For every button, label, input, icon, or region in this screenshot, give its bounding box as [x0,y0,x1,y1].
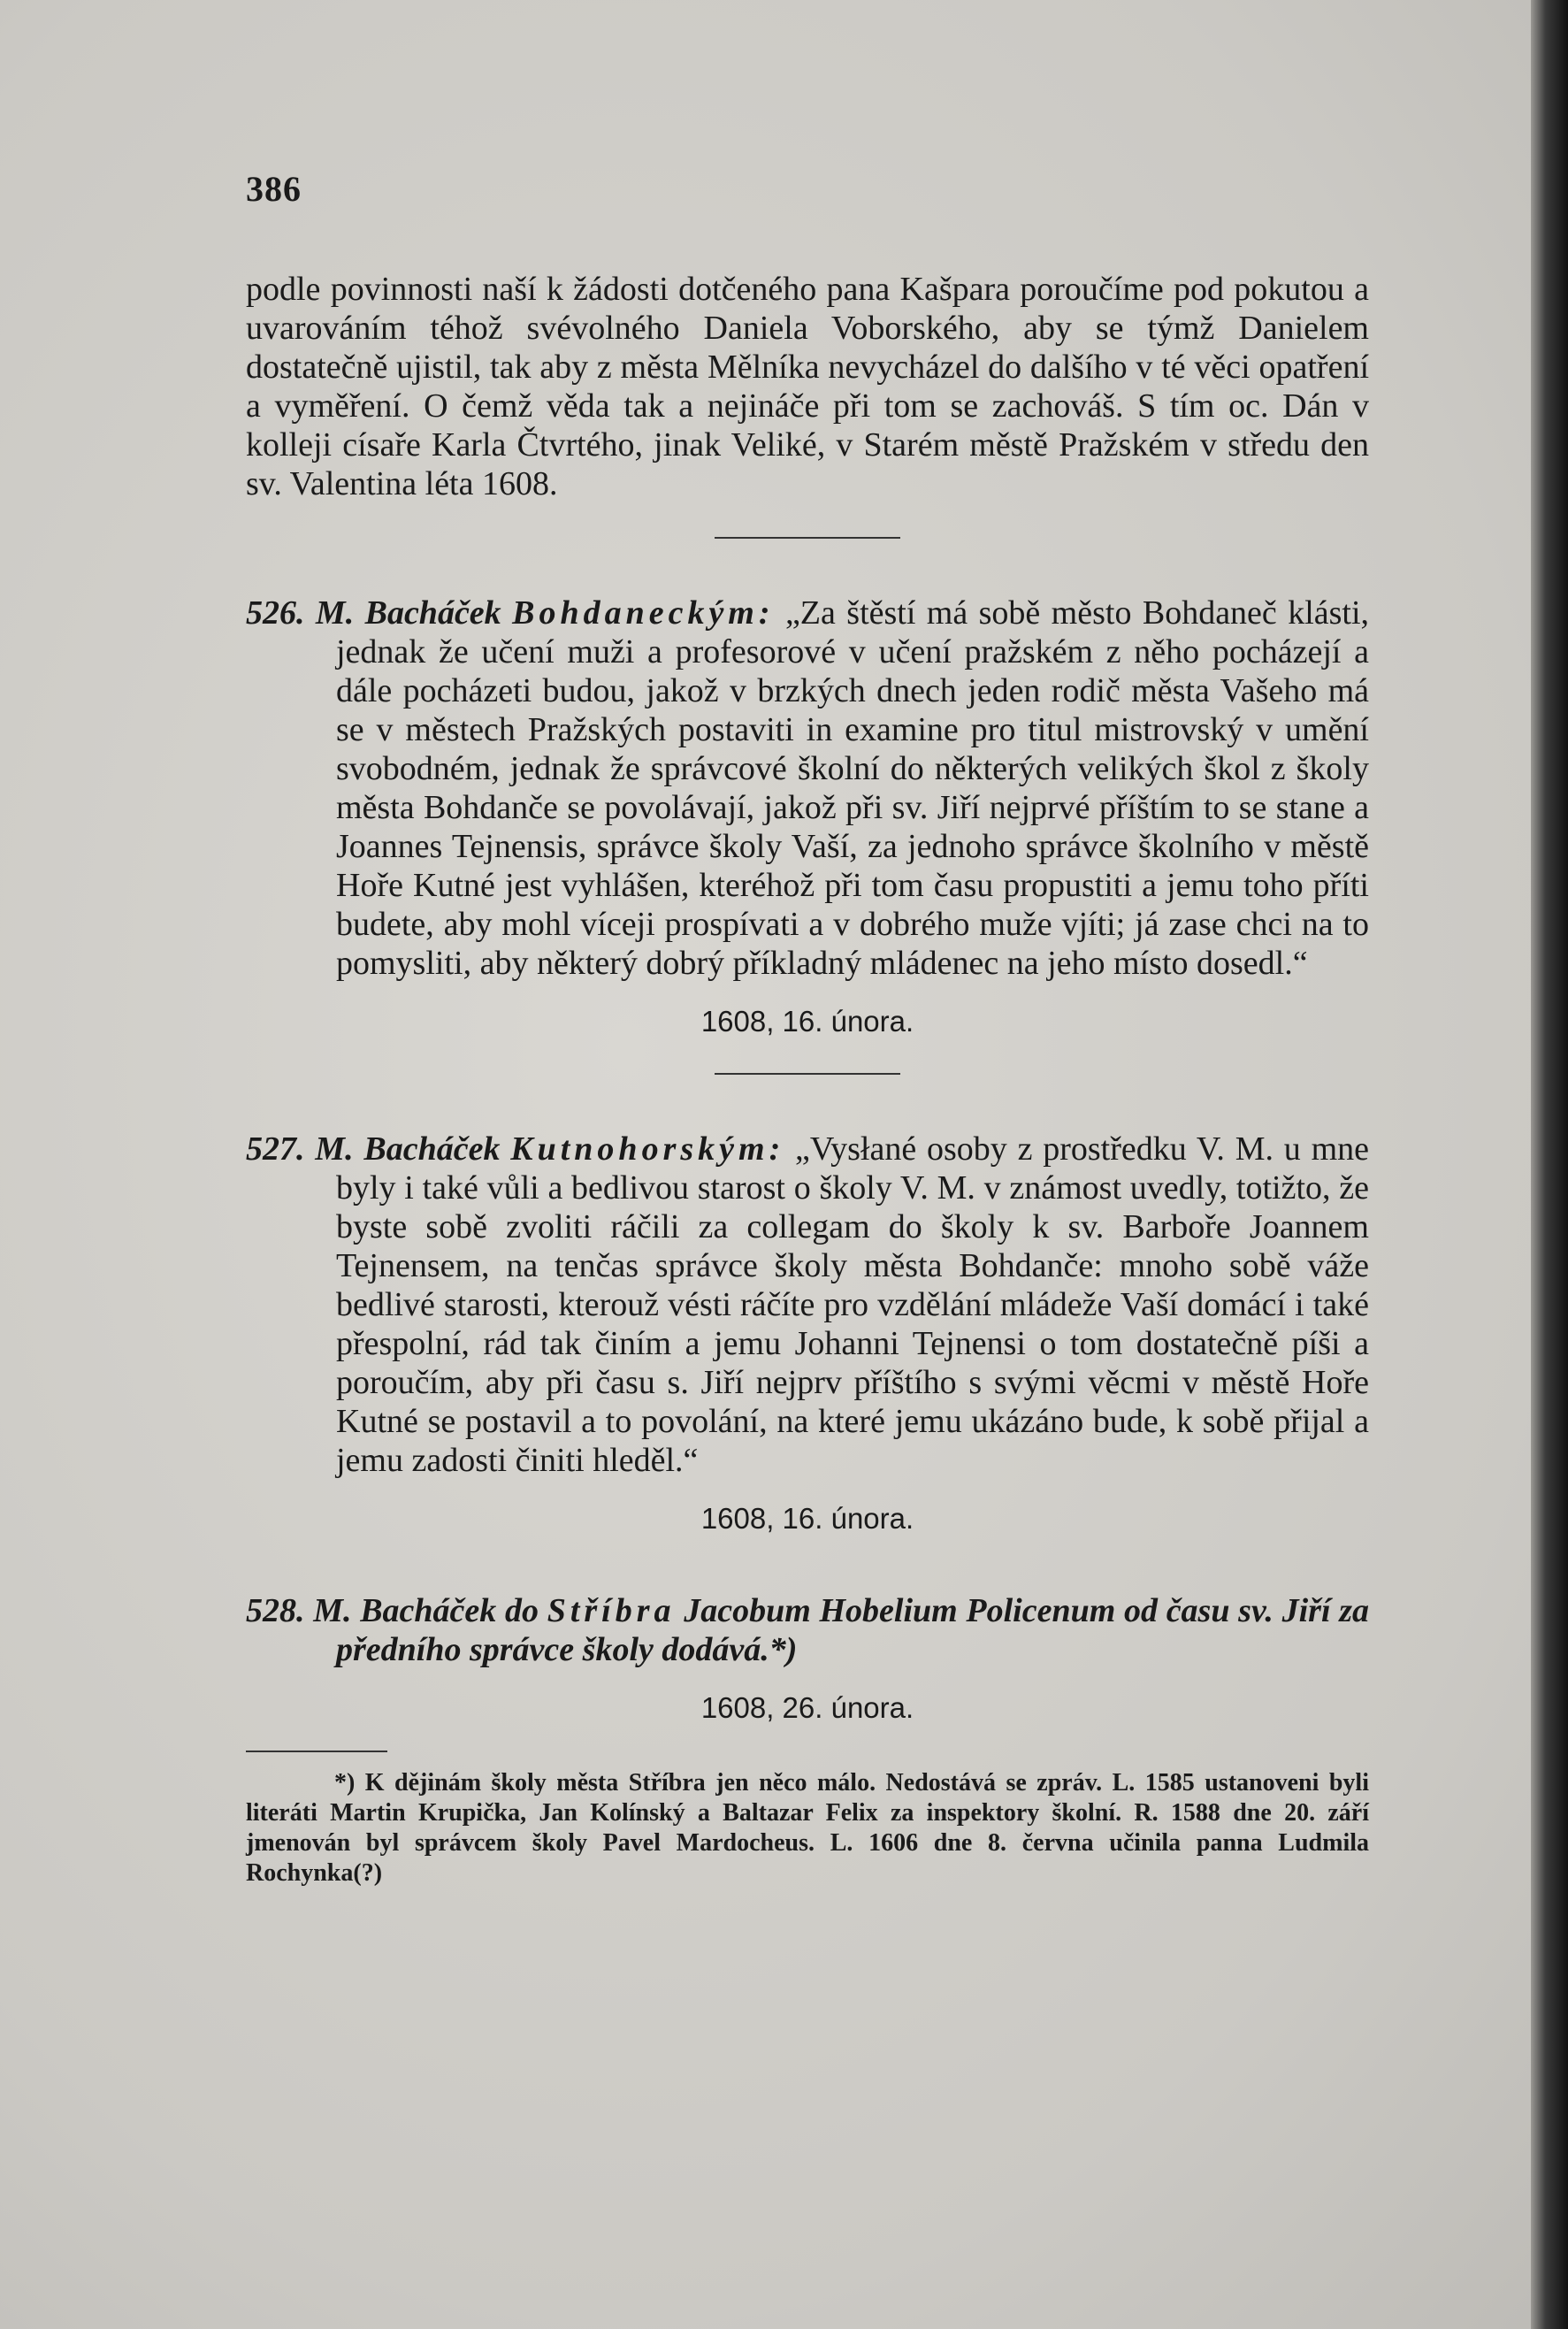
entry-text: Jacobum Hobelium Policenum od času sv. Jiří za předního správce školy dodává.*) [336,1592,1370,1668]
entry-author: M. Bacháček [313,1592,497,1629]
entry-526-paragraph [246,594,1369,983]
entry-number: 528. [246,1592,305,1629]
entry-preposition: do [504,1592,539,1629]
page-content [246,168,1369,1888]
intro-paragraph: podle povinnosti naší k žádosti dotčeného pana Kašpara poroučíme pod pokutou a uvarováním téhož svévolného Daniela Voborského, aby se týmž Danielem dostatečně ujistil, tak aby z města Mělníka nevycházel do dalšího v té věci opatření a vyměření. O čemž věda tak a nejináče při tom se zachováš. S tím oc. Dán v kolleji císaře Karla Čtvrtého, jinak Veliké, v Starém městě Pražském v středu den sv. Valentina léta 1608. [246,271,1369,502]
entry-recipient: Kutnohorským: [510,1130,785,1168]
book-edge-shadow [1531,0,1568,2329]
page-number: 386 [246,169,302,209]
entry-date: 1608, 26. února. [700,1691,914,1724]
entry-528 [246,1591,1369,1726]
entry-528-paragraph [246,1591,1369,1669]
footnote: *) K dějinám školy města Stříbra jen něco málo. Nedostává se zpráv. L. 1585 ustanoveni byli literáti Martin Krupička, Jan Kolínský a Baltazar Felix za inspektory školní. R. 1588 dne 20. září jmenován byl správcem školy Pavel Mardocheus. L. 1606 dne 8. června učinila panna Ludmila Rochynka(?) [246,1769,1369,1887]
entry-number: 526. [246,594,305,632]
entry-text: „Vysłané osoby z prostředku V. M. u mne byly i také vůli a bedlivou starost o školy V. M. v známost uvedly, totižto, že byste sobě zvoliti ráčili za collegam do školy k sv. Barboře Joannem Tejnensem, na tenčas správce školy města Bohdanče: mnoho sobě váže bedlivé starosti, kterouž vésti ráčíte pro vzdělání mládeže Vaší domácí i také přespolní, rád tak činím a jemu Johanni Tejnensi o tom dostatečně píši a poroučím, aby při času s. Jiří nejprv příštího s svými věcmi v městě Hoře Kutné se postavil a to povolání, na které jemu ukázáno bude, k sobě přijal a jemu zadosti činiti hleděl.“ [336,1130,1370,1479]
entry-recipient: Stříbra [547,1592,676,1629]
entry-527-paragraph [246,1130,1369,1480]
entry-number: 527. [246,1130,305,1168]
section-divider [715,1073,900,1075]
footnote-divider [246,1751,387,1752]
section-divider [715,537,900,539]
entry-date: 1608, 16. února. [700,1005,914,1038]
entry-recipient: Bohdaneckým: [512,594,775,632]
entry-527 [246,1130,1369,1536]
entry-date: 1608, 16. února. [700,1502,914,1535]
entry-author: M. Bacháček [315,1130,501,1168]
entry-526 [246,594,1369,1039]
entry-author: M. Bacháček [315,594,501,632]
entry-text: „Za štěstí má sobě město Bohdaneč klásti, jednak že učení muži a profesorové v učení pražském z něho pocházejí a dále pocházeti budou, jakož v brzkých dnech jeden rodič města Vašeho má se v městech Pražských postaviti in examine pro titul mistrovský v umění svobodném, jednak že správcové školní do některých velikých škol z školy města Bohdanče se povolávají, jakož při sv. Jiří nejprvé příštím to se stane a Joannes Tejnensis, správce školy Vaší, za jednoho správce školního v městě Hoře Kutné jest vyhlášen, kteréhož při tom času propustiti a jemu toho příti budete, aby mohl víceji prospívati a v dobrého muže vjíti; já zase chci na to pomysliti, aby některý dobrý příkladný mládenec na jeho místo dosedl.“ [336,594,1370,982]
